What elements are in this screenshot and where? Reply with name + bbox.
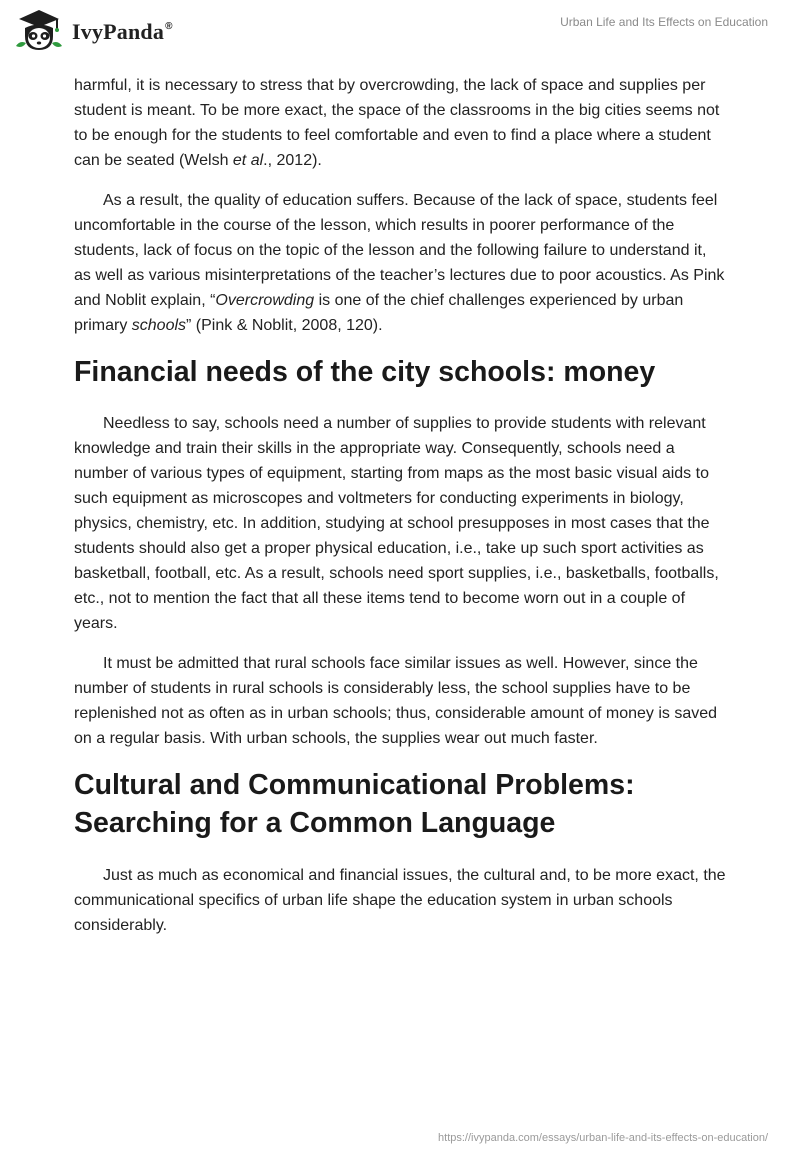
brand-logo[interactable] xyxy=(14,6,173,54)
emphasis-overcrowding: Overcrowding xyxy=(215,292,315,309)
essay-body xyxy=(74,73,726,953)
text-run: ” (Pink & Noblit, 2008, 120). xyxy=(186,317,383,334)
paragraph-overcrowding-definition xyxy=(74,73,726,173)
emphasis-schools: schools xyxy=(131,317,187,334)
brand-name-text: IvyPanda xyxy=(72,19,165,44)
paragraph-school-supplies: Needless to say, schools need a number of supplies to provide students with relevant knowledge and train their skills in the appropriate way. Consequently, schools need a number of various types of equipment, starting from maps as the most basic visual aids to such equipment as microscopes and voltmeters for conducting experiments in biology, physics, chemistry, etc. In addition, studying at school presupposes in most cases that the students should also get a proper physical education, i.e., take up such sport activities as basketball, football, etc. As a result, schools need sport supplies, i.e., basketballs, footballs, etc., not to mention the fact that all these items tend to become worn out in a couple of years. xyxy=(74,415,719,632)
text-run: As a result, the quality of education suffers. Because of the lack of space, students feel uncomfortable in the course of the lesson, which results in poorer performance of the students, lack of focus on the topic of the lesson and the following failure to understand it, as well as various misinterpretations of the teacher’s lectures due to poor acoustics. As Pink and Noblit explain, “ xyxy=(74,192,725,309)
heading-financial-needs: Financial needs of the city schools: money xyxy=(74,356,656,388)
text-run: is one of the chief challenges experienced by urban primary xyxy=(74,292,684,334)
footer-source-url[interactable]: https://ivypanda.com/essays/urban-life-and-its-effects-on-education/ xyxy=(438,1132,768,1144)
document-title: Urban Life and Its Effects on Education xyxy=(560,15,768,29)
paragraph-rural-schools: It must be admitted that rural schools face similar issues as well. However, since the number of students in rural schools is considerably less, the school supplies have to be replenished not as often as in urban schools; thus, considerable amount of money is saved on a regular basis. With urban schools, the supplies wear out much faster. xyxy=(74,655,718,747)
page-header xyxy=(0,0,800,62)
text-run: ., 2012). xyxy=(263,152,322,169)
paragraph-communicational-specifics: Just as much as economical and financial issues, the cultural and, to be more exact, the communicational specifics of urban life shape the education system in urban schools considerably. xyxy=(74,867,726,934)
brand-name xyxy=(72,19,173,45)
paragraph-quality-suffers xyxy=(74,188,726,338)
panda-graduation-cap-icon xyxy=(14,6,64,54)
text-run: harmful, it is necessary to stress that by overcrowding, the lack of space and supplies per student is meant. To be more exact, the space of the classrooms in the big cities seems not to be enough for the students to feel comfortable and even to find a place where a student can be seated (Welsh xyxy=(74,77,720,169)
heading-cultural-problems: Cultural and Communicational Problems: Searching for a Common Language xyxy=(74,769,635,839)
emphasis-et-al: et al xyxy=(232,152,264,169)
registered-mark: ® xyxy=(165,21,173,32)
